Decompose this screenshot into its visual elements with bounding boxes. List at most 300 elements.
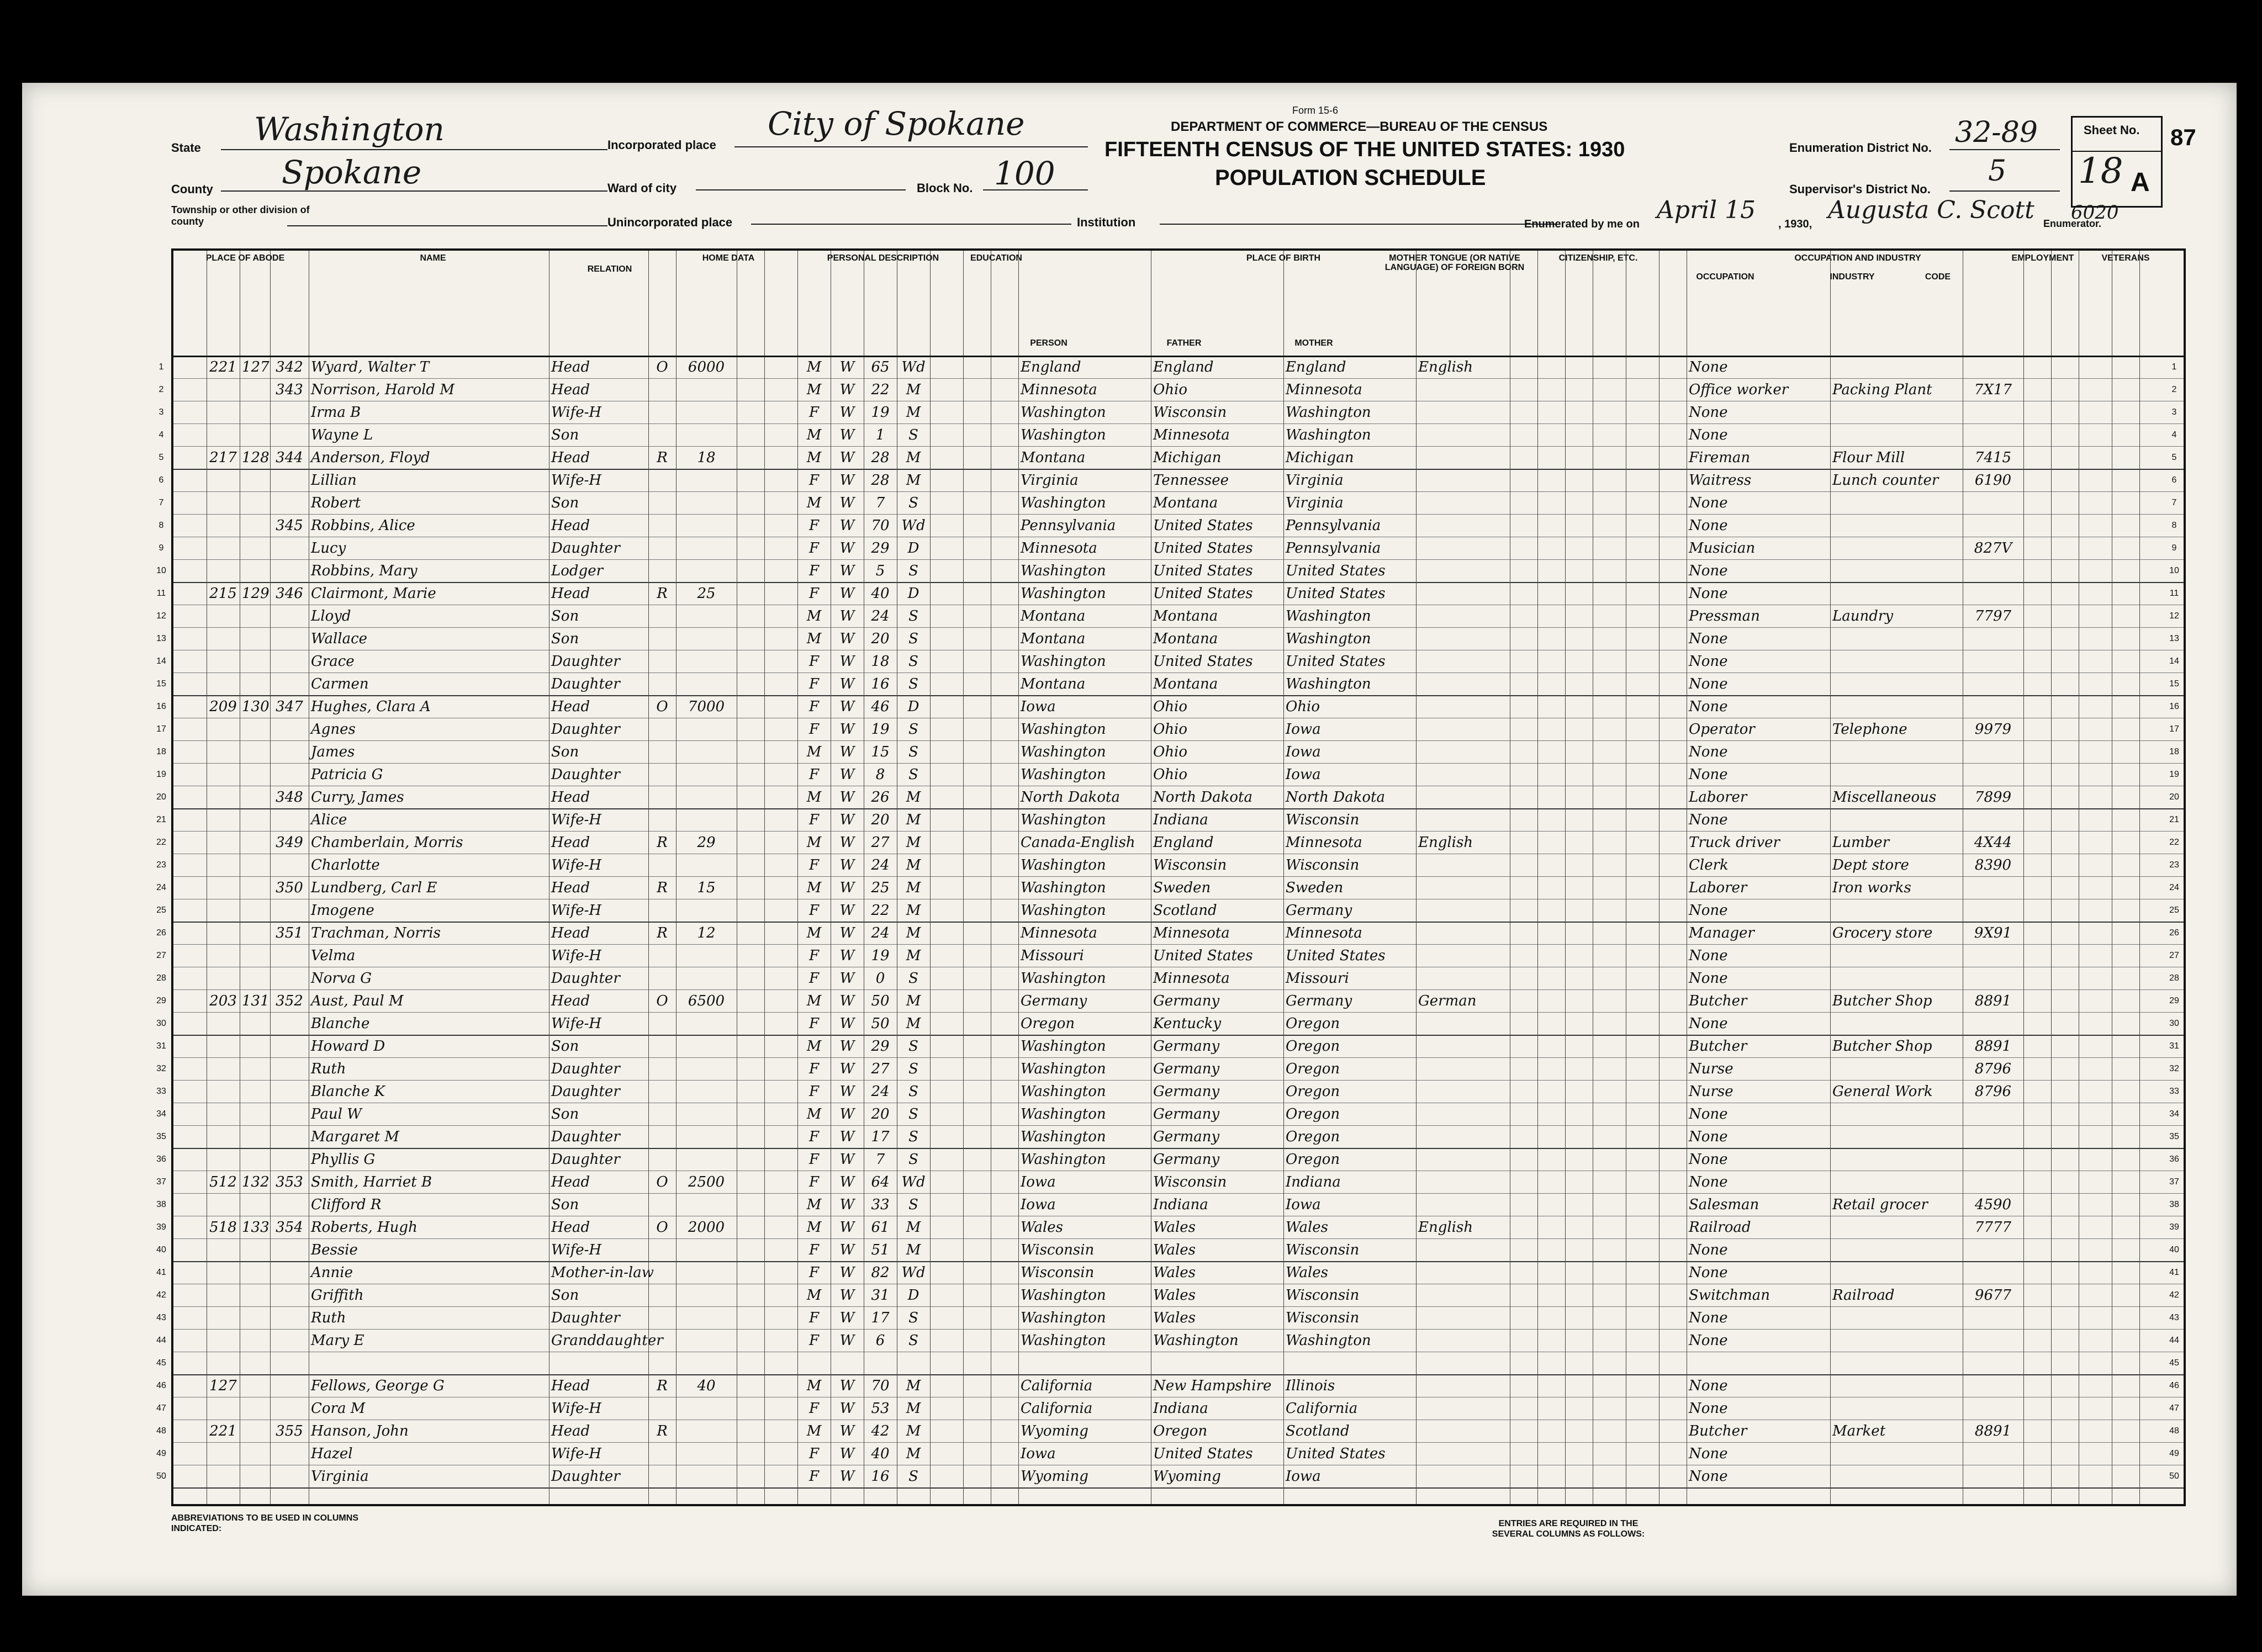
cell-rel: Head bbox=[551, 359, 590, 375]
ward-label: Ward of city bbox=[607, 181, 677, 195]
cell-sex: F bbox=[808, 540, 820, 557]
column-rule bbox=[797, 251, 798, 1504]
line-number: 7 bbox=[158, 498, 164, 507]
cell-age: 5 bbox=[875, 563, 885, 579]
cell-sex: F bbox=[808, 1264, 820, 1281]
line-number: 26 bbox=[2169, 928, 2179, 938]
cell-mother: Michigan bbox=[1286, 449, 1354, 466]
cell-mar: M bbox=[906, 857, 921, 873]
line-number: 34 bbox=[156, 1109, 166, 1119]
cell-race: W bbox=[839, 812, 855, 828]
cell-age: 25 bbox=[871, 880, 890, 896]
row-rule bbox=[173, 1057, 2184, 1058]
enumerated-year: , 1930, bbox=[1778, 218, 1812, 230]
cell-race: W bbox=[839, 1242, 855, 1258]
row-rule bbox=[173, 763, 2184, 764]
cell-name: Ruth bbox=[311, 1310, 346, 1326]
cell-name: Mary E bbox=[311, 1332, 364, 1349]
cell-occ: Office worker bbox=[1689, 382, 1789, 398]
cell-father: Ohio bbox=[1153, 698, 1188, 715]
cell-mar: S bbox=[908, 676, 918, 692]
line-number: 10 bbox=[2169, 566, 2179, 575]
cell-value: 29 bbox=[697, 834, 716, 851]
line-number: 2 bbox=[2171, 385, 2177, 394]
cell-father: Scotland bbox=[1153, 902, 1217, 919]
cell-name: Paul W bbox=[311, 1106, 362, 1122]
line-number: 25 bbox=[156, 906, 166, 915]
cell-mother: Washington bbox=[1286, 631, 1371, 647]
cell-sex: F bbox=[808, 698, 820, 715]
line-number: 38 bbox=[2169, 1200, 2179, 1209]
line-number: 42 bbox=[156, 1290, 166, 1300]
group-citizenship: CITIZENSHIP, ETC. bbox=[1558, 253, 1638, 263]
cell-dwelling: 129 bbox=[242, 585, 269, 602]
line-number: 17 bbox=[156, 724, 166, 734]
cell-birth: Wyoming bbox=[1021, 1468, 1088, 1485]
line-number: 3 bbox=[158, 407, 164, 417]
cell-code: 9X91 bbox=[1974, 925, 2012, 941]
cell-mar: S bbox=[908, 427, 918, 443]
form-number: Form 15-6 bbox=[1292, 105, 1339, 116]
cell-family: 355 bbox=[276, 1423, 303, 1439]
township-label: Township or other division of county bbox=[171, 204, 310, 227]
row-rule bbox=[173, 1148, 2184, 1149]
cell-sex: F bbox=[808, 721, 820, 738]
line-number: 18 bbox=[2169, 747, 2179, 756]
cell-birth: Washington bbox=[1021, 495, 1106, 511]
cell-mother: Washington bbox=[1286, 608, 1371, 624]
line-number: 30 bbox=[156, 1019, 166, 1028]
line-number: 46 bbox=[156, 1381, 166, 1390]
cell-father: Indiana bbox=[1153, 812, 1208, 828]
cell-rel: Daughter bbox=[551, 540, 620, 557]
cell-mother: Virginia bbox=[1286, 495, 1344, 511]
cell-birth: Iowa bbox=[1021, 698, 1056, 715]
cell-birth: Oregon bbox=[1021, 1015, 1075, 1032]
cell-age: 24 bbox=[871, 857, 890, 873]
cell-age: 27 bbox=[871, 834, 890, 851]
cell-own: O bbox=[656, 1219, 668, 1236]
cell-rel: Daughter bbox=[551, 1310, 620, 1326]
cell-birth: Wyoming bbox=[1021, 1423, 1088, 1439]
cell-mother: Indiana bbox=[1286, 1174, 1341, 1190]
cell-code: 7777 bbox=[1974, 1219, 2012, 1236]
cell-rel: Wife-H bbox=[551, 857, 602, 873]
line-number: 27 bbox=[2169, 951, 2179, 960]
cell-race: W bbox=[839, 766, 855, 783]
cell-race: W bbox=[839, 1219, 855, 1236]
cell-father: Michigan bbox=[1153, 449, 1222, 466]
cell-mar: M bbox=[906, 1446, 921, 1462]
cell-mother: Ohio bbox=[1286, 698, 1320, 715]
cell-birth: Minnesota bbox=[1021, 925, 1097, 941]
cell-mother: Wisconsin bbox=[1286, 1287, 1360, 1304]
cell-sex: M bbox=[806, 880, 822, 896]
line-number: 45 bbox=[156, 1358, 166, 1368]
cell-occ: Musician bbox=[1689, 540, 1756, 557]
line-number: 50 bbox=[2169, 1471, 2179, 1481]
group-occupation: OCCUPATION AND INDUSTRY bbox=[1794, 253, 1921, 263]
row-rule bbox=[173, 423, 2184, 424]
cell-birth: Germany bbox=[1021, 993, 1087, 1009]
cell-birth: Virginia bbox=[1021, 472, 1079, 489]
cell-rel: Daughter bbox=[551, 1151, 620, 1168]
cell-mar: M bbox=[906, 1400, 921, 1417]
cell-birth: Washington bbox=[1021, 1061, 1106, 1077]
cell-age: 16 bbox=[871, 676, 890, 692]
cell-value: 6000 bbox=[688, 359, 725, 375]
cell-age: 31 bbox=[871, 1287, 890, 1304]
cell-age: 7 bbox=[875, 1151, 885, 1168]
cell-occ: Nurse bbox=[1689, 1061, 1734, 1077]
cell-age: 0 bbox=[875, 970, 885, 987]
cell-father: Wales bbox=[1153, 1310, 1196, 1326]
cell-sex: F bbox=[808, 1332, 820, 1349]
cell-age: 16 bbox=[871, 1468, 890, 1485]
cell-occ: None bbox=[1689, 359, 1728, 375]
line-number: 19 bbox=[156, 770, 166, 779]
cell-mother: Washington bbox=[1286, 676, 1371, 692]
group-mother-tongue: MOTHER TONGUE (OR NATIVE LANGUAGE) OF FOREIGN BORN bbox=[1384, 253, 1525, 272]
cell-race: W bbox=[839, 1378, 855, 1394]
line-number: 4 bbox=[158, 430, 164, 440]
cell-tongue: English bbox=[1418, 1219, 1473, 1236]
line-number: 40 bbox=[156, 1245, 166, 1254]
cell-sex: M bbox=[806, 382, 822, 398]
cell-rel: Son bbox=[551, 631, 579, 647]
row-rule bbox=[173, 1080, 2184, 1081]
subhead-occupation: OCCUPATION bbox=[1696, 272, 1754, 282]
cell-age: 29 bbox=[871, 540, 890, 557]
cell-own: O bbox=[656, 993, 668, 1009]
cell-mar: M bbox=[906, 880, 921, 896]
cell-mar: M bbox=[906, 1219, 921, 1236]
cell-birth: Pennsylvania bbox=[1021, 517, 1116, 534]
cell-value: 15 bbox=[697, 880, 716, 896]
cell-occ: None bbox=[1689, 1129, 1728, 1145]
cell-father: United States bbox=[1153, 563, 1253, 579]
cell-age: 19 bbox=[871, 947, 890, 964]
cell-occ: Salesman bbox=[1689, 1196, 1759, 1213]
cell-rel: Daughter bbox=[551, 1468, 620, 1485]
cell-race: W bbox=[839, 857, 855, 873]
cell-occ: Butcher bbox=[1689, 1423, 1747, 1439]
census-title: FIFTEENTH CENSUS OF THE UNITED STATES: 1930 bbox=[1104, 138, 1625, 161]
line-number: 40 bbox=[2169, 1245, 2179, 1254]
cell-father: Washington bbox=[1153, 1332, 1239, 1349]
cell-mar: D bbox=[907, 1287, 919, 1304]
cell-house: 215 bbox=[209, 585, 237, 602]
cell-birth: Minnesota bbox=[1021, 540, 1097, 557]
cell-race: W bbox=[839, 947, 855, 964]
line-number: 15 bbox=[2169, 679, 2179, 689]
cell-own: R bbox=[657, 834, 668, 851]
cell-sex: F bbox=[808, 585, 820, 602]
header-rule bbox=[173, 356, 2184, 357]
cell-rel: Head bbox=[551, 834, 590, 851]
cell-birth: Washington bbox=[1021, 970, 1106, 987]
cell-mar: M bbox=[906, 1242, 921, 1258]
cell-father: Germany bbox=[1153, 1129, 1220, 1145]
cell-code: 8796 bbox=[1974, 1061, 2012, 1077]
cell-race: W bbox=[839, 970, 855, 987]
cell-rel: Daughter bbox=[551, 970, 620, 987]
cell-age: 29 bbox=[871, 1038, 890, 1055]
cell-name: Wallace bbox=[311, 631, 368, 647]
cell-occ: None bbox=[1689, 744, 1728, 760]
cell-age: 22 bbox=[871, 902, 890, 919]
cell-race: W bbox=[839, 721, 855, 738]
incorporated-label: Incorporated place bbox=[607, 138, 716, 152]
cell-family: 352 bbox=[276, 993, 303, 1009]
group-home-data: HOME DATA bbox=[702, 253, 755, 263]
cell-age: 19 bbox=[871, 721, 890, 738]
cell-rel: Head bbox=[551, 449, 590, 466]
enumerator-label: Enumerator. bbox=[2043, 218, 2102, 229]
cell-name: Wyard, Walter T bbox=[311, 359, 430, 375]
cell-father: Germany bbox=[1153, 1038, 1220, 1055]
group-education: EDUCATION bbox=[970, 253, 1022, 263]
cell-name: Patricia G bbox=[311, 766, 383, 783]
cell-race: W bbox=[839, 404, 855, 421]
cell-age: 24 bbox=[871, 925, 890, 941]
cell-race: W bbox=[839, 789, 855, 806]
cell-birth: Washington bbox=[1021, 653, 1106, 670]
subhead-mother: MOTHER bbox=[1294, 338, 1333, 348]
cell-name: Lillian bbox=[311, 472, 357, 489]
line-number: 16 bbox=[2169, 702, 2179, 711]
cell-race: W bbox=[839, 676, 855, 692]
cell-birth: Iowa bbox=[1021, 1446, 1056, 1462]
cell-rel: Head bbox=[551, 1423, 590, 1439]
cell-mother: Iowa bbox=[1286, 1196, 1321, 1213]
cell-age: 7 bbox=[875, 495, 885, 511]
cell-father: Germany bbox=[1153, 993, 1220, 1009]
cell-birth: Washington bbox=[1021, 1310, 1106, 1326]
line-number: 24 bbox=[156, 883, 166, 892]
cell-sex: M bbox=[806, 1196, 822, 1213]
cell-value: 25 bbox=[697, 585, 716, 602]
cell-own: R bbox=[657, 880, 668, 896]
cell-occ: None bbox=[1689, 1378, 1728, 1394]
cell-name: Chamberlain, Morris bbox=[311, 834, 463, 851]
cell-mother: Wisconsin bbox=[1286, 1310, 1360, 1326]
column-rule bbox=[1283, 251, 1284, 1504]
enumeration-value: 32-89 bbox=[1955, 116, 2038, 149]
cell-age: 20 bbox=[871, 1106, 890, 1122]
cell-age: 40 bbox=[871, 585, 890, 602]
cell-sex: F bbox=[808, 517, 820, 534]
population-table bbox=[156, 248, 2186, 1506]
cell-rel: Head bbox=[551, 1378, 590, 1394]
cell-mother: United States bbox=[1286, 585, 1386, 602]
cell-value: 2500 bbox=[688, 1174, 725, 1190]
cell-mar: S bbox=[908, 744, 918, 760]
cell-sex: M bbox=[806, 1106, 822, 1122]
cell-race: W bbox=[839, 834, 855, 851]
cell-code: 8891 bbox=[1974, 1038, 2012, 1055]
cell-rel: Daughter bbox=[551, 721, 620, 738]
cell-mother: Minnesota bbox=[1286, 925, 1362, 941]
cell-sex: M bbox=[806, 449, 822, 466]
cell-race: W bbox=[839, 653, 855, 670]
cell-name: Trachman, Norris bbox=[311, 925, 441, 941]
cell-age: 15 bbox=[871, 744, 890, 760]
column-rule bbox=[1416, 251, 1417, 1504]
line-number: 31 bbox=[2169, 1041, 2179, 1051]
cell-birth: Washington bbox=[1021, 1106, 1106, 1122]
cell-code: 827V bbox=[1974, 540, 2012, 557]
cell-mother: California bbox=[1286, 1400, 1358, 1417]
cell-mother: Virginia bbox=[1286, 472, 1344, 489]
cell-name: Hazel bbox=[311, 1446, 353, 1462]
line-number: 31 bbox=[156, 1041, 166, 1051]
line-number: 44 bbox=[156, 1336, 166, 1345]
cell-race: W bbox=[839, 880, 855, 896]
cell-name: Anderson, Floyd bbox=[311, 449, 430, 466]
subhead-person: PERSON bbox=[1030, 338, 1067, 348]
line-number: 32 bbox=[2169, 1064, 2179, 1073]
line-number: 10 bbox=[156, 566, 166, 575]
cell-age: 64 bbox=[871, 1174, 890, 1190]
cell-race: W bbox=[839, 902, 855, 919]
cell-sex: M bbox=[806, 1038, 822, 1055]
cell-mar: D bbox=[907, 585, 919, 602]
cell-birth: Washington bbox=[1021, 902, 1106, 919]
cell-father: Ohio bbox=[1153, 382, 1188, 398]
cell-father: Montana bbox=[1153, 676, 1218, 692]
cell-mar: M bbox=[906, 902, 921, 919]
line-number: 39 bbox=[156, 1222, 166, 1232]
cell-mother: Germany bbox=[1286, 993, 1352, 1009]
cell-occ: None bbox=[1689, 1264, 1728, 1281]
cell-family: 353 bbox=[276, 1174, 303, 1190]
cell-mar: M bbox=[906, 382, 921, 398]
cell-sex: F bbox=[808, 1129, 820, 1145]
cell-rel: Son bbox=[551, 1196, 579, 1213]
cell-sex: M bbox=[806, 834, 822, 851]
cell-name: James bbox=[311, 744, 355, 760]
cell-code: 7899 bbox=[1974, 789, 2012, 806]
cell-sex: F bbox=[808, 472, 820, 489]
cell-rel: Head bbox=[551, 880, 590, 896]
cell-dwelling: 130 bbox=[242, 698, 269, 715]
cell-house: 203 bbox=[209, 993, 237, 1009]
cell-ind: Laundry bbox=[1832, 608, 1894, 624]
cell-age: 65 bbox=[871, 359, 890, 375]
cell-father: Wyoming bbox=[1153, 1468, 1221, 1485]
cell-name: Griffith bbox=[311, 1287, 364, 1304]
cell-birth: Washington bbox=[1021, 427, 1106, 443]
cell-father: United States bbox=[1153, 540, 1253, 557]
cell-mar: M bbox=[906, 1423, 921, 1439]
row-rule bbox=[173, 922, 2184, 923]
cell-rel: Wife-H bbox=[551, 1015, 602, 1032]
enumeration-label: Enumeration District No. bbox=[1789, 141, 1932, 155]
line-number: 5 bbox=[2171, 453, 2177, 462]
cell-name: Imogene bbox=[311, 902, 374, 919]
cell-mother: Washington bbox=[1286, 404, 1371, 421]
row-rule bbox=[173, 514, 2184, 515]
cell-family: 344 bbox=[276, 449, 303, 466]
cell-father: Montana bbox=[1153, 631, 1218, 647]
cell-occ: None bbox=[1689, 631, 1728, 647]
cell-occ: None bbox=[1689, 1106, 1728, 1122]
line-number: 37 bbox=[2169, 1177, 2179, 1187]
cell-family: 346 bbox=[276, 585, 303, 602]
line-number: 14 bbox=[2169, 656, 2179, 666]
cell-mother: Minnesota bbox=[1286, 834, 1362, 851]
row-rule bbox=[173, 1487, 2184, 1489]
cell-mar: Wd bbox=[901, 1264, 926, 1281]
cell-ind: Flour Mill bbox=[1832, 449, 1905, 466]
cell-father: Kentucky bbox=[1153, 1015, 1222, 1032]
cell-father: Ohio bbox=[1153, 721, 1188, 738]
cell-father: Indiana bbox=[1153, 1400, 1208, 1417]
line-number: 28 bbox=[2169, 973, 2179, 983]
cell-rel: Wife-H bbox=[551, 404, 602, 421]
line-number: 34 bbox=[2169, 1109, 2179, 1119]
group-place-of-abode: PLACE OF ABODE bbox=[205, 253, 285, 263]
cell-age: 53 bbox=[871, 1400, 890, 1417]
line-number: 23 bbox=[156, 860, 166, 870]
line-number: 38 bbox=[156, 1200, 166, 1209]
line-number: 29 bbox=[2169, 996, 2179, 1005]
cell-rel: Son bbox=[551, 608, 579, 624]
cell-mother: Oregon bbox=[1286, 1129, 1340, 1145]
cell-father: Ohio bbox=[1153, 744, 1188, 760]
column-rule bbox=[1565, 251, 1566, 1504]
cell-sex: F bbox=[808, 676, 820, 692]
cell-name: Lundberg, Carl E bbox=[311, 880, 437, 896]
cell-family: 342 bbox=[276, 359, 303, 375]
cell-family: 351 bbox=[276, 925, 303, 941]
cell-birth: Iowa bbox=[1021, 1196, 1056, 1213]
cell-mar: S bbox=[908, 631, 918, 647]
row-rule bbox=[173, 559, 2184, 560]
cell-mother: Iowa bbox=[1286, 721, 1321, 738]
cell-birth: Washington bbox=[1021, 563, 1106, 579]
line-number: 50 bbox=[156, 1471, 166, 1481]
cell-mar: S bbox=[908, 1310, 918, 1326]
line-number: 43 bbox=[2169, 1313, 2179, 1322]
line-number: 16 bbox=[156, 702, 166, 711]
cell-sex: F bbox=[808, 1468, 820, 1485]
cell-name: Bessie bbox=[311, 1242, 358, 1258]
cell-birth: Montana bbox=[1021, 449, 1086, 466]
cell-rel: Daughter bbox=[551, 653, 620, 670]
cell-mar: M bbox=[906, 1015, 921, 1032]
line-number: 9 bbox=[158, 543, 164, 553]
line-number: 25 bbox=[2169, 906, 2179, 915]
cell-father: Wisconsin bbox=[1153, 1174, 1227, 1190]
cell-rel: Wife-H bbox=[551, 472, 602, 489]
cell-ind: Miscellaneous bbox=[1832, 789, 1937, 806]
cell-occ: None bbox=[1689, 1332, 1728, 1349]
cell-dwelling: 128 bbox=[242, 449, 269, 466]
cell-name: Clairmont, Marie bbox=[311, 585, 436, 602]
line-number: 26 bbox=[156, 928, 166, 938]
cell-name: Aust, Paul M bbox=[311, 993, 404, 1009]
group-name: NAME bbox=[420, 253, 446, 263]
cell-race: W bbox=[839, 608, 855, 624]
cell-birth: Washington bbox=[1021, 1151, 1106, 1168]
cell-occ: None bbox=[1689, 404, 1728, 421]
cell-race: W bbox=[839, 517, 855, 534]
cell-sex: F bbox=[808, 563, 820, 579]
cell-father: Oregon bbox=[1153, 1423, 1208, 1439]
cell-mar: S bbox=[908, 1061, 918, 1077]
